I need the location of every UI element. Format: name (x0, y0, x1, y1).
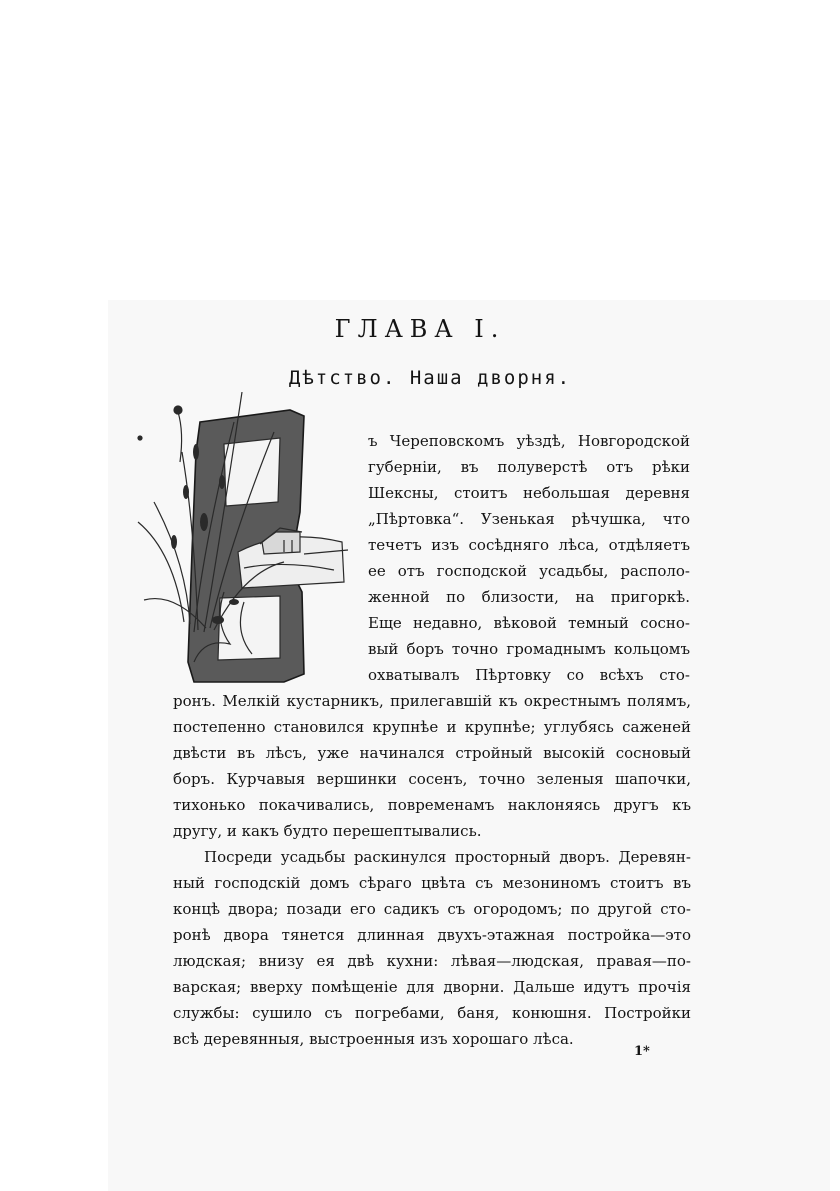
text-line: ронѣ двора тянется длинная двухъ-этажная постройка—это (173, 926, 691, 944)
chapter-title: ГЛАВА I. (334, 315, 506, 343)
text-line: службы: сушило съ погребами, баня, конюшня. Постройки (173, 1004, 691, 1022)
text-line: течетъ изъ сосѣдняго лѣса, отдѣляетъ (368, 536, 690, 554)
page-signature: 1* (634, 1044, 650, 1059)
text-line: двѣсти въ лѣсъ, уже начинался стройный высокій сосновый (173, 744, 691, 762)
text-line: ронъ. Мелкій кустарникъ, прилегавшій къ окрестнымъ полямъ, (173, 692, 691, 710)
text-line: постепенно становился крупнѣе и крупнѣе; углубясь саженей (173, 718, 691, 736)
text-line: ный господскій домъ сѣраго цвѣта съ мезониномъ стоитъ въ (173, 874, 691, 892)
text-line: Еще недавно, вѣковой темный сосно- (368, 614, 690, 632)
text-line: тихонько покачивались, повременамъ наклоняясь другъ къ (173, 796, 691, 814)
decorated-initial-letter (134, 392, 356, 686)
text-line: ее отъ господской усадьбы, располо- (368, 562, 690, 580)
text-line: концѣ двора; позади его садикъ съ огородомъ; по другой сто- (173, 900, 691, 918)
text-line: людская; внизу ея двѣ кухни: лѣвая—людская, правая—по- (173, 952, 691, 970)
text-line: женной по близости, на пригоркѣ. (368, 588, 690, 606)
text-line: „Пѣртовка“. Узенькая рѣчушка, что (368, 510, 690, 528)
text-line: всѣ деревянныя, выстроенныя изъ хорошаго лѣса. (173, 1030, 574, 1048)
text-line: боръ. Курчавыя вершинки сосенъ, точно зеленыя шапочки, (173, 770, 691, 788)
text-line: варская; вверху помѣщеніе для дворни. Дальше идутъ прочія (173, 978, 691, 996)
text-line: другу, и какъ будто перешептывались. (173, 822, 482, 840)
chapter-subtitle: Дѣтство. Наша дворня. (288, 367, 572, 389)
text-line: Посреди усадьбы раскинулся просторный дворъ. Деревян- (204, 848, 691, 866)
text-line: губерніи, въ полуверстѣ отъ рѣки (368, 458, 690, 476)
text-line: ъ Череповскомъ уѣздѣ, Новгородской (368, 432, 690, 450)
text-line: вый боръ точно громаднымъ кольцомъ (368, 640, 690, 658)
text-line: охватывалъ Пѣртовку со всѣхъ сто- (368, 666, 690, 684)
text-line: Шексны, стоитъ небольшая деревня (368, 484, 690, 502)
